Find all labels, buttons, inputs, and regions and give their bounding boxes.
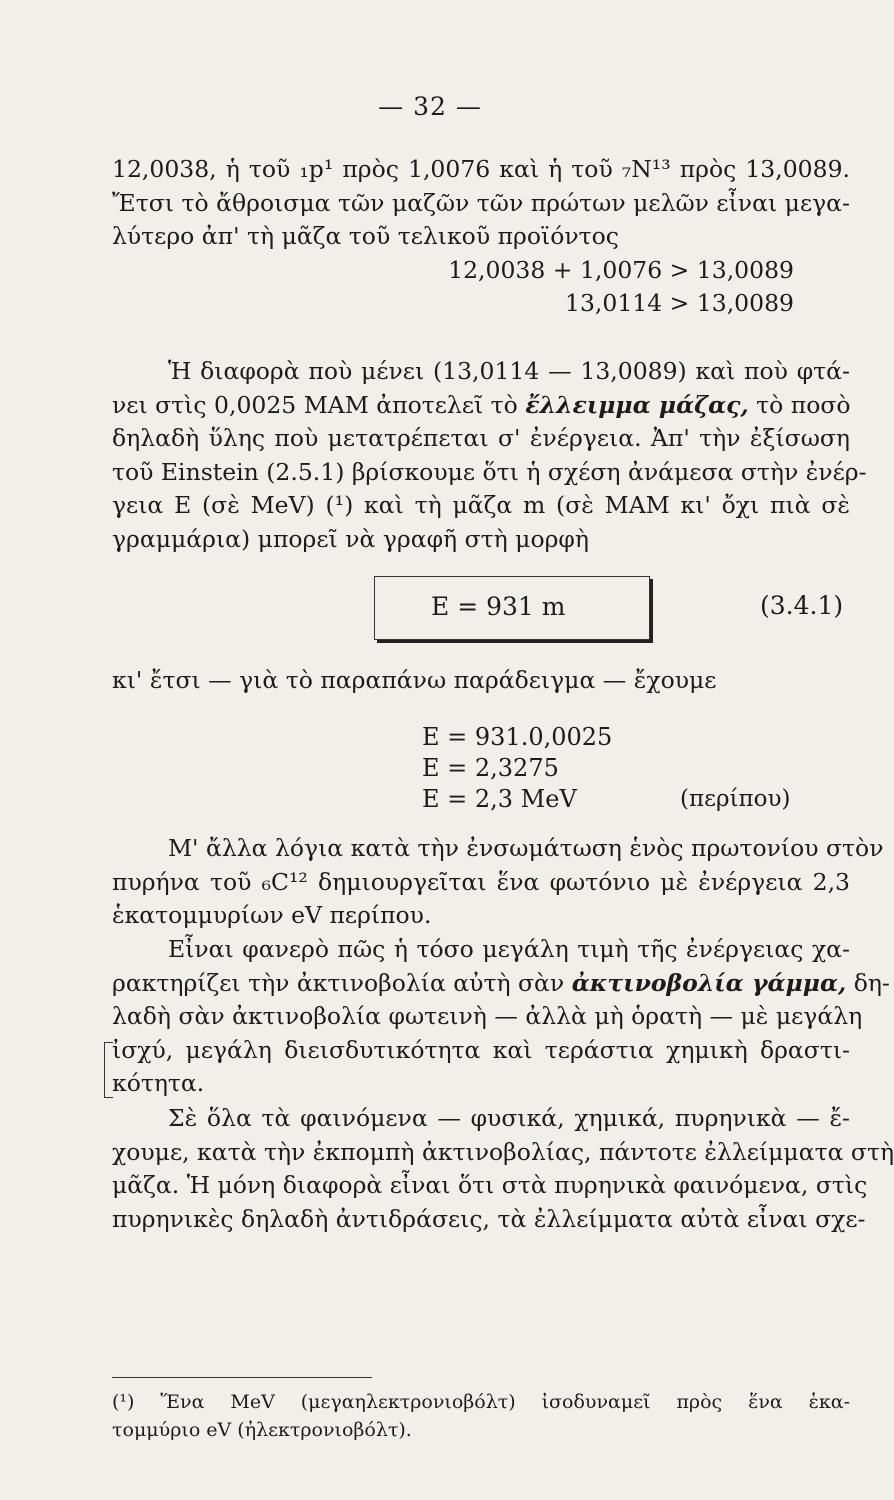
text-line: πυρηνικὲς δηλαδὴ ἀντιδράσεις, τὰ ἐλλείμματα αὐτὰ εἶναι σχε-: [112, 1204, 866, 1233]
text-fragment: νει στὶς 0,0025 MAM ἀποτελεῖ τὸ: [112, 390, 518, 419]
text-fragment: τὸ ποσὸ: [756, 390, 851, 419]
text-line: πυρήνα τοῦ ₆C¹² δημιουργεῖται ἕνα φωτόνιο μὲ ἐνέργεια 2,3: [112, 867, 850, 896]
paragraph-gamma: [112, 933, 890, 1101]
text-fragment: ρακτηρίζει τὴν ἀκτινοβολία αὐτὴ σὰν: [112, 968, 565, 997]
paragraph-phenomena: [112, 1102, 894, 1236]
calculation-line: E = 2,3275: [422, 754, 559, 782]
text-line: λύτερο ἀπ' τὴ μᾶζα τοῦ τελικοῦ προϊόντος: [112, 222, 619, 250]
text-line: μᾶζα. Ἡ μόνη διαφορὰ εἶναι ὅτι στὰ πυρηνικὰ φαινόμενα, στὶς: [112, 1171, 868, 1199]
boxed-equation: [374, 576, 650, 640]
text-line: γεια E (σὲ MeV) (¹) καὶ τὴ μᾶζα m (σὲ MAM κι' ὄχι πιὰ σὲ: [112, 491, 850, 519]
inequality-line: 13,0114 > 13,0089: [565, 289, 794, 317]
paragraph-photon: [112, 832, 884, 933]
footnote-line: τομμύριο eV (ἠλεκτρονιοβόλτ).: [112, 1419, 412, 1441]
footnote: [112, 1388, 850, 1444]
text-fragment: δη-: [853, 968, 890, 997]
text-line: κότητα.: [112, 1069, 205, 1097]
text-line: Ἔτσι τὸ ἄθροισμα τῶν μαζῶν τῶν πρώτων μελῶν εἶναι μεγα-: [112, 188, 850, 217]
text-line: χουμε, κατὰ τὴν ἐκπομπὴ ἀκτινοβολίας, πάντοτε ἐλλείμματα στὴ: [112, 1137, 894, 1166]
paragraph-mass-defect: [112, 355, 867, 556]
margin-bracket: [104, 1042, 113, 1098]
text-line: Σὲ ὅλα τὰ φαινόμενα — φυσικά, χημικά, πυρηνικὰ — ἔ-: [168, 1104, 850, 1132]
paragraph-reaction-masses: [112, 153, 850, 321]
text-line: ἑκατομμυρίων eV περίπου.: [112, 901, 432, 929]
text-line: 12,0038, ἡ τοῦ ₁p¹ πρὸς 1,0076 καὶ ἡ τοῦ ₇N¹³ πρὸς 13,0089.: [112, 155, 850, 183]
calculation-line: E = 2,3 MeV: [422, 785, 577, 813]
calculation-stack: [422, 722, 612, 815]
emphasis-mass-defect: ἔλλειμμα μάζας,: [525, 390, 749, 419]
text-line: Ἡ διαφορὰ ποὺ μένει (13,0114 — 13,0089) καὶ ποὺ φτά-: [168, 357, 850, 385]
text-line: Εἶναι φανερὸ πῶς ἡ τόσο μεγάλη τιμὴ τῆς ἐνέργειας χα-: [168, 935, 850, 963]
page-number: — 32 —: [378, 92, 482, 121]
emphasis-gamma-radiation: ἀκτινοβολία γάμμα,: [571, 968, 847, 997]
text-line: κι' ἔτσι — γιὰ τὸ παραπάνω παράδειγμα — ἔχουμε: [112, 666, 717, 694]
text-line: Μ' ἄλλα λόγια κατὰ τὴν ἐνσωμάτωση ἑνὸς πρωτονίου στὸν: [168, 834, 884, 862]
text-line: [112, 389, 850, 423]
equation-number: (3.4.1): [760, 591, 844, 620]
text-line: τοῦ Einstein (2.5.1) βρίσκουμε ὅτι ἡ σχέση ἀνάμεσα στὴν ἐνέρ-: [112, 457, 867, 486]
footnote-rule: [112, 1377, 372, 1378]
approximation-note: (περίπου): [680, 786, 791, 812]
inequality-line: 12,0038 + 1,0076 > 13,0089: [448, 255, 794, 284]
text-line: [112, 967, 890, 1001]
text-line: λαδὴ σὰν ἀκτινοβολία φωτεινὴ — ἀλλὰ μὴ ὁρατὴ — μὲ μεγάλη: [112, 1002, 863, 1030]
calculation-line: E = 931.0,0025: [422, 723, 613, 751]
equation-text: E = 931 m: [431, 592, 566, 621]
text-line: δηλαδὴ ὕλης ποὺ μετατρέπεται σ' ἐνέργεια. Ἀπ' τὴν ἐξίσωση: [112, 424, 850, 452]
text-line: ἰσχύ, μεγάλη διεισδυτικότητα καὶ τεράστια χημικὴ δραστι-: [112, 1035, 850, 1064]
footnote-line: (¹) Ἕνα MeV (μεγαηλεκτρονιοβόλτ) ἰσοδυναμεῖ πρὸς ἕνα ἑκα-: [112, 1391, 850, 1413]
paragraph-example-intro: [112, 664, 850, 698]
text-line: γραμμάρια) μπορεῖ νὰ γραφῆ στὴ μορφὴ: [112, 524, 589, 553]
